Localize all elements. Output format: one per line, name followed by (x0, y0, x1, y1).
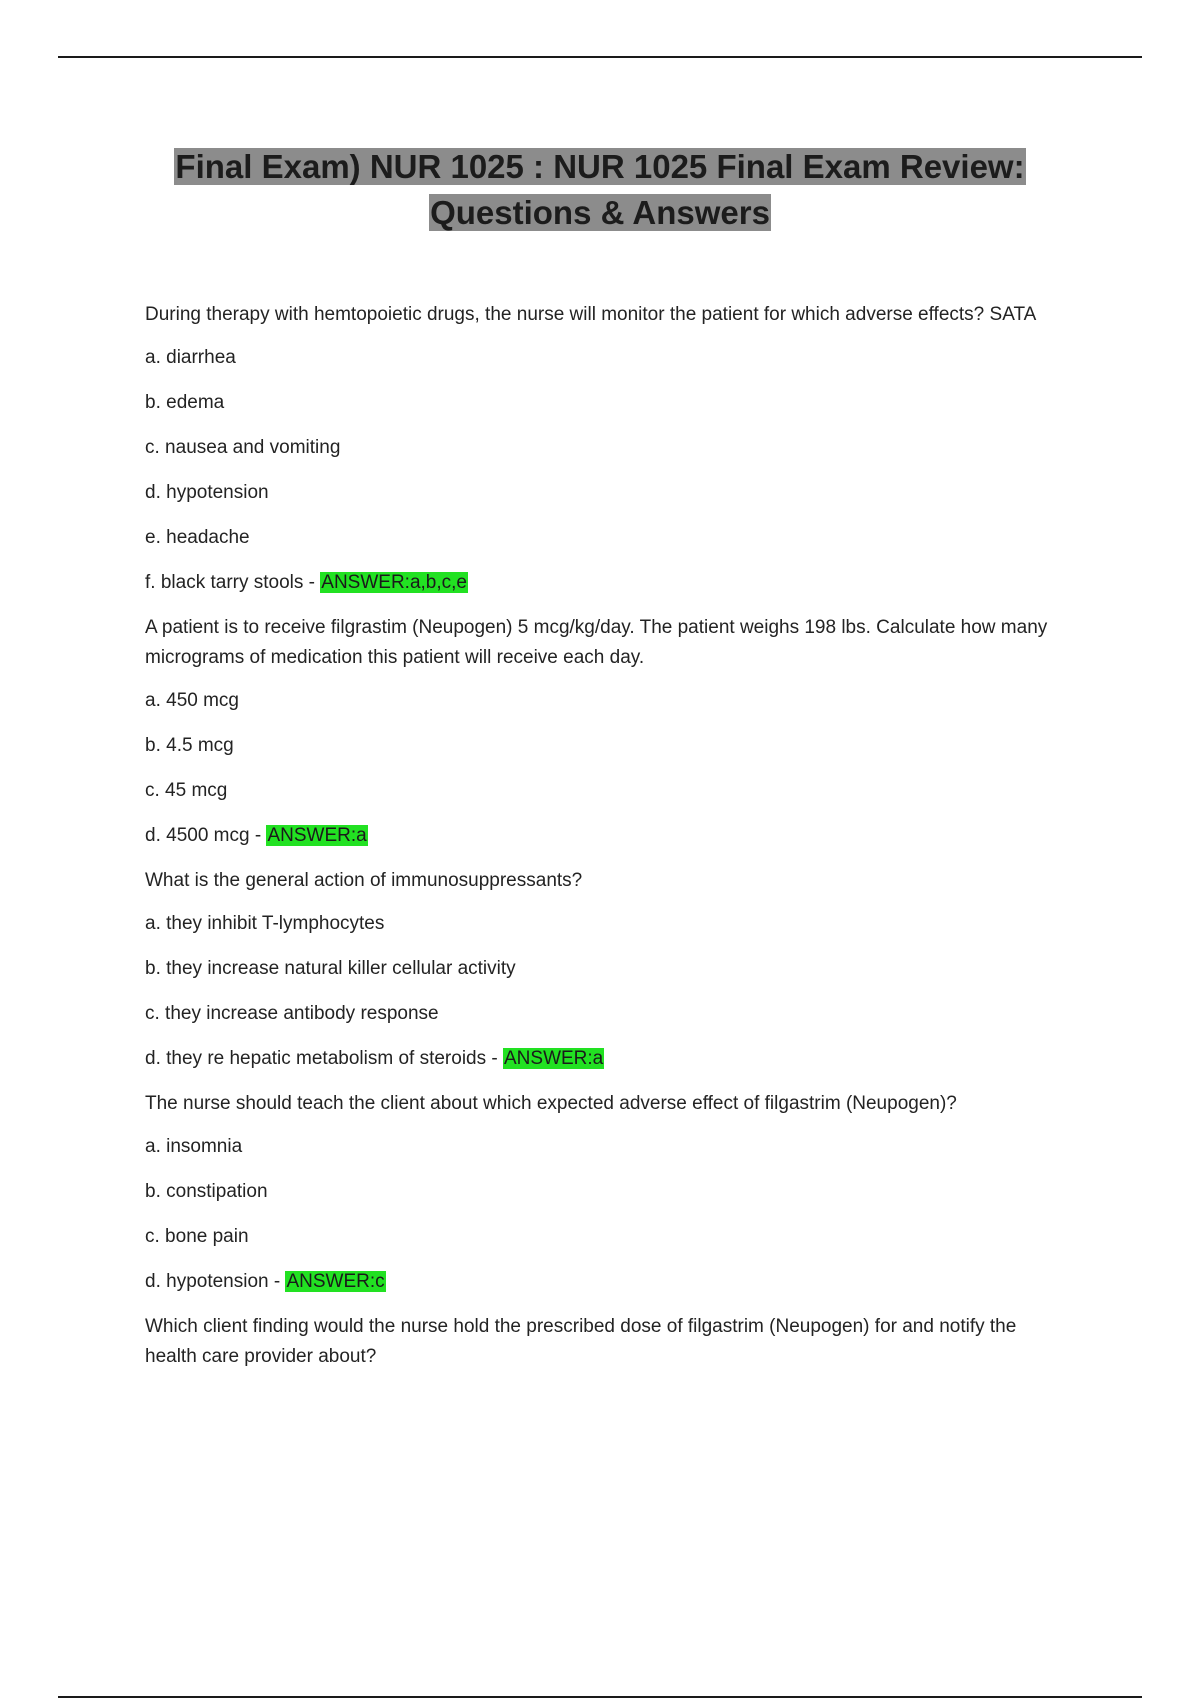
answer-option: a. diarrhea (145, 347, 236, 368)
answer-option: a. 450 mcg (145, 690, 239, 711)
answer-option: d. hypotension - (145, 1271, 281, 1292)
question-text: Which client finding would the nurse hold the prescribed dose of filgastrim (Neupogen) for and notify the health care provider about? (145, 1316, 1017, 1367)
document-title (0, 144, 1200, 236)
answer-option: f. black tarry stools - (145, 572, 315, 593)
title-line-2: Questions & Answers (430, 194, 770, 231)
answer-key-highlight: ANSWER:a,b,c,e (321, 572, 467, 593)
top-rule (58, 56, 1142, 58)
answer-option: b. they increase natural killer cellular activity (145, 958, 516, 979)
question-text: During therapy with hemtopoietic drugs, the nurse will monitor the patient for which adverse effects? SATA (145, 304, 1037, 325)
answer-option: d. hypotension (145, 482, 269, 503)
answer-key-highlight: ANSWER:a (504, 1048, 604, 1069)
answer-option-final (145, 1044, 1065, 1074)
answer-option: d. 4500 mcg - (145, 825, 262, 846)
question-text: A patient is to receive filgrastim (Neupogen) 5 mcg/kg/day. The patient weighs 198 lbs. Calculate how many micrograms of medication this patient will receive each day. (145, 617, 1048, 668)
answer-option-final (145, 568, 1065, 598)
answer-option: d. they re hepatic metabolism of steroids - (145, 1048, 498, 1069)
document-body (145, 300, 1065, 1385)
title-line-1: Final Exam) NUR 1025 : NUR 1025 Final Exam Review: (175, 148, 1025, 185)
answer-option: b. edema (145, 392, 225, 413)
answer-option: c. they increase antibody response (145, 1003, 439, 1024)
answer-option: b. 4.5 mcg (145, 735, 234, 756)
answer-key-highlight: ANSWER:c (286, 1271, 385, 1292)
answer-option: b. constipation (145, 1181, 268, 1202)
answer-option: c. nausea and vomiting (145, 437, 341, 458)
answer-option: c. bone pain (145, 1226, 249, 1247)
question-text: What is the general action of immunosuppressants? (145, 870, 583, 891)
question-text: The nurse should teach the client about which expected adverse effect of filgastrim (Neupogen)? (145, 1093, 957, 1114)
bottom-rule (58, 1696, 1142, 1698)
answer-option: e. headache (145, 527, 250, 548)
answer-option-final (145, 1267, 1065, 1297)
answer-key-highlight: ANSWER:a (267, 825, 367, 846)
answer-option: c. 45 mcg (145, 780, 228, 801)
answer-option-final (145, 821, 1065, 851)
answer-option: a. they inhibit T-lymphocytes (145, 913, 385, 934)
answer-option: a. insomnia (145, 1136, 243, 1157)
